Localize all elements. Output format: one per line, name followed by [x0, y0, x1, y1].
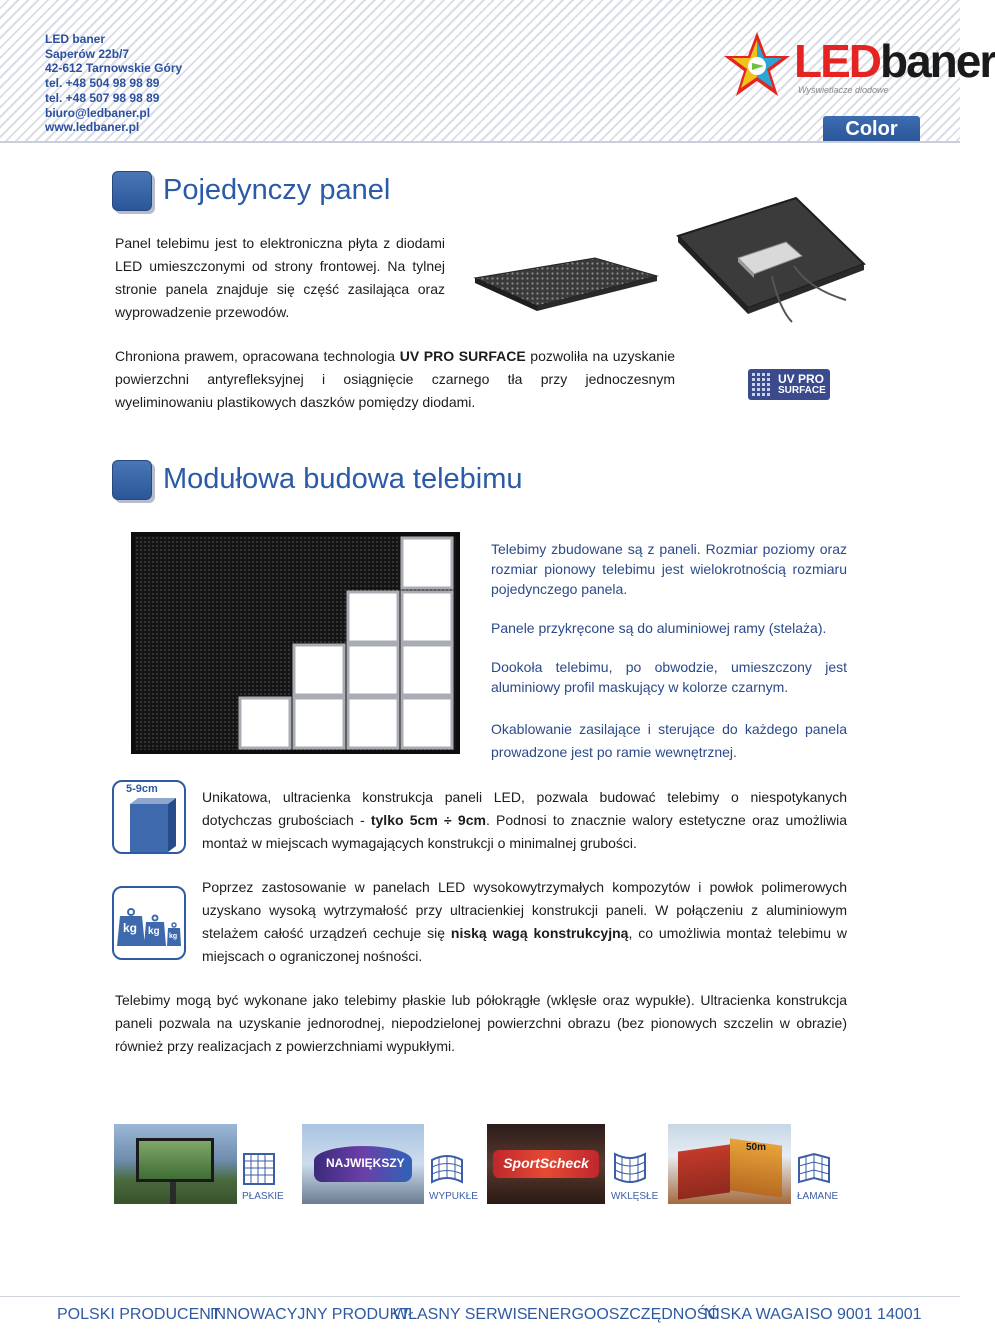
concave-shape-icon: [613, 1152, 647, 1186]
uv-pro-text-b: pozwoliła na uzyskanie powierzchni antyrefleksyjnej i osiągnięcie czarnego tła przy jednoczesnym wyeliminowaniu plastikowych daszków pomiędzy diodami.: [115, 348, 675, 410]
thin-text-a: Unikatowa, ultracienka konstrukcja paneli LED, pozwala budować telebimy o niespotykanych dotychczas grubościach -: [202, 789, 847, 828]
concave-label: WKLĘSŁE: [611, 1191, 659, 1202]
footer-features: [0, 1306, 960, 1328]
single-panel-description: Panel telebimu jest to elektroniczna płyta z diodami LED umieszczonymi od strony frontowej. Na tylnej stronie panela znajduje się część zasilająca oraz wyprowadzenie przewodów.: [115, 235, 445, 320]
contact-block: [45, 32, 182, 135]
ledbaner-logo[interactable]: [722, 30, 995, 100]
uv-pro-text-a: Chroniona prawem, opracowana technologia: [115, 348, 400, 364]
kg-label-small: kg: [169, 933, 178, 940]
section-title-single-panel: Pojedynczy panel: [163, 174, 391, 206]
thin-text-b: . Podnosi to znacznie walory estetyczne oraz umożliwia montaż w miejscach wymagających konstrukcji o minimalnej grubości.: [202, 812, 847, 851]
convex-caption: NAJWIĘKSZY: [326, 1156, 405, 1170]
modular-text-2: Panele przykręcone są do aluminiowej ramy (stelaża).: [491, 620, 827, 636]
uv-badge-line1: UV PRO: [778, 372, 825, 386]
website-link[interactable]: www.ledbaner.pl: [45, 120, 140, 135]
screen-pole: [170, 1182, 176, 1204]
thin-construction-text: [202, 786, 847, 855]
concave-screen-photo: [487, 1124, 605, 1204]
address-city: 42-612 Tarnowskie Góry: [45, 61, 183, 76]
weight-icon: [112, 886, 186, 960]
screen-shapes-text: Telebimy mogą być wykonane jako telebimy płaskie lub półokrągłe (wklęsłe oraz wypukłe). Ultracienka konstrukcja paneli pozwala na uzyskanie jednorodnej, niepodzielonej powierzchni obrazu (bez pionowych szczelin w obrazie) również przy realizacjach z powierzchniami wypukłymi.: [115, 992, 847, 1054]
convex-shape-icon: [430, 1152, 464, 1186]
convex-screen-photo: [302, 1124, 424, 1204]
angled-shape-icon: [797, 1152, 831, 1186]
modular-text-1: Telebimy zbudowane są z paneli. Rozmiar poziomy oraz rozmiar pionowy telebimu jest wielokrotnością rozmiaru pojedynczego panela.: [491, 541, 847, 597]
flat-screen-display: [136, 1138, 214, 1182]
kg-label-medium: kg: [148, 926, 160, 937]
section-title-modular: Modułowa budowa telebimu: [163, 463, 523, 495]
email-link[interactable]: biuro@ledbaner.pl: [45, 105, 151, 120]
convex-label: WYPUKŁE: [429, 1191, 478, 1202]
address-street: Saperów 22b/7: [45, 46, 130, 61]
flat-screen-photo: [114, 1124, 237, 1204]
led-panel-back-image: [676, 196, 866, 336]
thin-highlight: tylko 5cm ÷ 9cm: [370, 812, 486, 828]
modular-text-3: Dookoła telebimu, po obwodzie, umieszczony jest aluminiowy profil maskujący w kolorze czarnym.: [491, 659, 847, 695]
modular-screen-diagram: [131, 532, 460, 754]
weight-text-a: Poprzez zastosowanie w panelach LED wysokowytrzymałych kompozytów i powłok polimerowych uzyskano wysoką wytrzymałość przy ultracienkiej konstrukcji paneli. W połączeniu z aluminiowym stelażem całość urządzeń cechuje się: [202, 879, 847, 941]
phone-1[interactable]: tel. +48 504 98 98 89: [45, 76, 160, 91]
footer-item-iso: ISO 9001 14001: [805, 1306, 922, 1323]
footer-item-energy-saving: ENERGOOSZCZĘDNOŚĆ: [527, 1306, 720, 1323]
thickness-label: 5-9cm: [126, 783, 158, 795]
angled-screen-left: [678, 1144, 730, 1199]
low-weight-text: [202, 876, 847, 968]
footer-item-polish-producer: POLSKI PRODUCENT: [57, 1306, 221, 1323]
footer-divider: [0, 1296, 960, 1297]
uv-pro-surface-badge: [748, 369, 830, 400]
company-name: LED baner: [45, 32, 106, 46]
angled-label: ŁAMANE: [797, 1191, 839, 1202]
angled-caption: 50m: [746, 1142, 767, 1153]
flat-shape-icon: [242, 1152, 276, 1186]
flat-label: PŁASKIE: [242, 1191, 284, 1202]
thickness-icon: [112, 780, 186, 854]
uv-badge-line2: SURFACE: [778, 385, 826, 396]
star-logo-icon: [722, 30, 792, 100]
footer-item-own-service: WŁASNY SERWIS: [393, 1306, 528, 1323]
section-square-icon: [112, 460, 152, 500]
concave-caption: SportScheck: [503, 1155, 589, 1171]
color-badge: Color: [823, 116, 920, 142]
section-square-icon: [112, 171, 152, 211]
weight-highlight: niską wagą konstrukcyjną: [450, 925, 629, 941]
slab-icon: [116, 796, 186, 854]
uv-pro-description: [115, 345, 675, 414]
footer-item-innovative: INNOWACYJNY PRODUKT: [210, 1306, 411, 1323]
logo-led-text: LED: [794, 35, 880, 87]
page-header: [0, 0, 995, 143]
phone-2[interactable]: tel. +48 507 98 98 89: [45, 90, 160, 105]
angled-screen-photo: [668, 1124, 791, 1204]
logo-baner-text: baner: [880, 35, 995, 87]
logo-tagline: Wyświetlacze diodowe: [798, 85, 889, 95]
logo-wordmark: [794, 36, 995, 86]
uv-pro-highlight: UV PRO SURFACE: [399, 348, 526, 364]
kg-label-large: kg: [123, 921, 138, 935]
footer-item-low-weight: NISKA WAGA: [704, 1306, 804, 1323]
led-panel-front-image: [475, 256, 660, 322]
modular-text-4: Okablowanie zasilające i sterujące do każdego panela prowadzone jest po ramie wewnętrznej.: [491, 721, 847, 760]
weight-text-b: , co umożliwia montaż telebimu w miejscach o ograniczonej nośności.: [202, 925, 847, 964]
